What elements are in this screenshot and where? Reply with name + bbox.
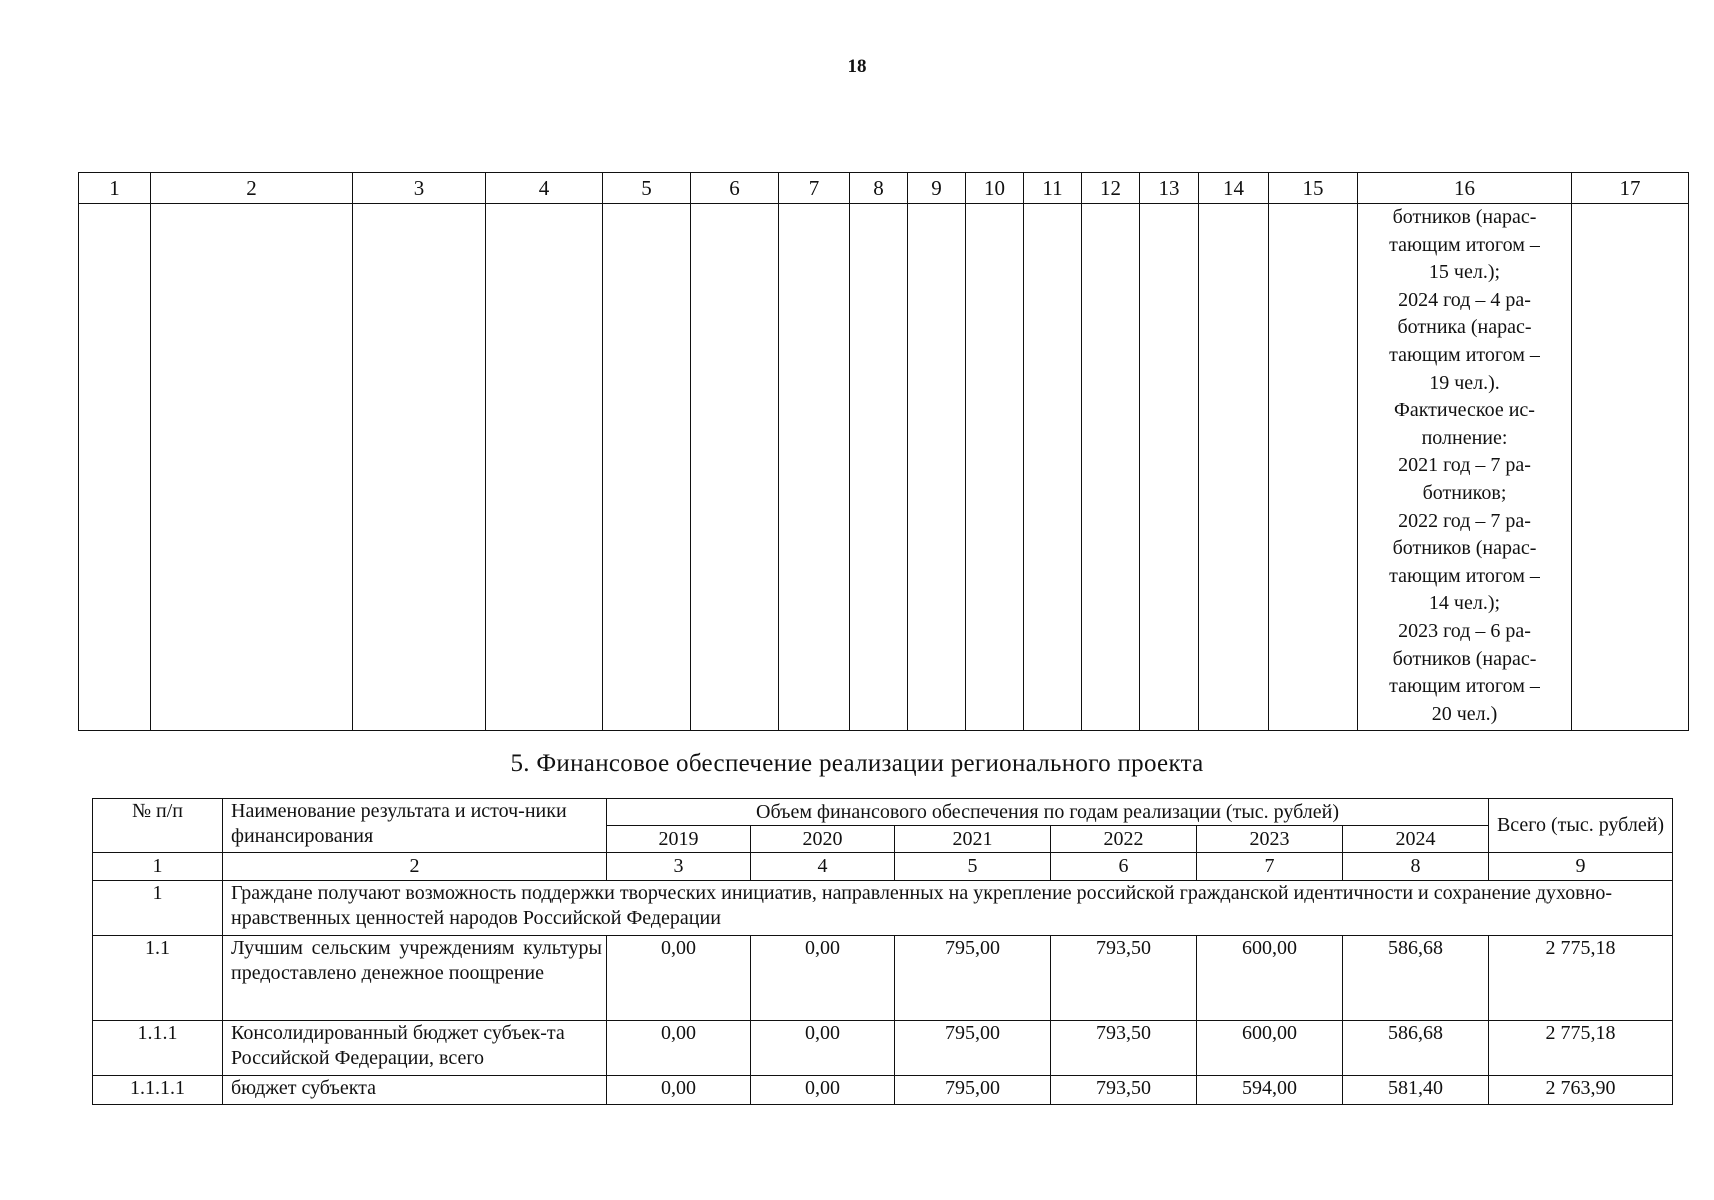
column-number: 3 [607, 853, 751, 881]
table-row [93, 936, 1673, 1021]
header-year: 2020 [751, 826, 895, 853]
header-year: 2019 [607, 826, 751, 853]
value-cell: 795,00 [895, 1021, 1051, 1076]
total-cell: 2 775,18 [1489, 1021, 1673, 1076]
table1-empty-cell [79, 204, 151, 731]
table1-col-number: 8 [850, 173, 908, 204]
value-cell: 594,00 [1197, 1076, 1343, 1105]
value-cell: 0,00 [751, 1076, 895, 1105]
financing-header-row [93, 799, 1673, 826]
row-name: Консолидированный бюджет субъек-та Российской Федерации, всего [223, 1021, 607, 1076]
note-line: Фактическое ис- [1394, 399, 1535, 422]
header-total: Всего (тыс. рублей) [1489, 799, 1673, 853]
value-cell: 600,00 [1197, 1021, 1343, 1076]
table1-col-number: 16 [1358, 173, 1572, 204]
table1-header-row [79, 173, 1689, 204]
header-volume: Объем финансового обеспечения по годам реализации (тыс. рублей) [607, 799, 1489, 826]
column-number: 4 [751, 853, 895, 881]
row-num: 1 [93, 881, 223, 936]
note-line: тающим итогом – [1389, 564, 1540, 587]
value-cell: 793,50 [1051, 1021, 1197, 1076]
note-line: тающим итогом – [1389, 675, 1540, 698]
table1-empty-cell [966, 204, 1024, 731]
table1-col-number: 10 [966, 173, 1024, 204]
table1-empty-cell [1024, 204, 1082, 731]
table1-empty-cell [1199, 204, 1269, 731]
table1-body-row [79, 204, 1689, 731]
column-number: 6 [1051, 853, 1197, 881]
row-num: 1.1.1.1 [93, 1076, 223, 1105]
table1-empty-cell [850, 204, 908, 731]
row-name: Лучшим сельским учреждениям культуры предоставлено денежное поощрение [223, 936, 607, 1021]
table1-empty-cell [1082, 204, 1140, 731]
value-cell: 0,00 [751, 936, 895, 1021]
table1-col-number: 1 [79, 173, 151, 204]
value-cell: 600,00 [1197, 936, 1343, 1021]
table1-empty-cell [486, 204, 603, 731]
header-year: 2024 [1343, 826, 1489, 853]
value-cell: 586,68 [1343, 1021, 1489, 1076]
value-cell: 0,00 [751, 1021, 895, 1076]
note-line: ботников (нарас- [1392, 647, 1537, 670]
table1-col-number: 14 [1199, 173, 1269, 204]
table1-empty-cell [603, 204, 691, 731]
note-line: 2024 год – 4 ра- [1398, 288, 1531, 311]
value-cell: 795,00 [895, 1076, 1051, 1105]
value-cell: 581,40 [1343, 1076, 1489, 1105]
header-year: 2021 [895, 826, 1051, 853]
note-line: 2021 год – 7 ра- [1398, 454, 1531, 477]
total-cell: 2 775,18 [1489, 936, 1673, 1021]
column-number: 5 [895, 853, 1051, 881]
column-number: 1 [93, 853, 223, 881]
table-row [93, 881, 1673, 936]
value-cell: 795,00 [895, 936, 1051, 1021]
header-name: Наименование результата и источ-ники финансирования [223, 799, 607, 853]
table1-empty-cell [353, 204, 486, 731]
column-number: 9 [1489, 853, 1673, 881]
header-num: № п/п [93, 799, 223, 853]
total-cell: 2 763,90 [1489, 1076, 1673, 1105]
note-line: 15 чел.); [1428, 261, 1501, 284]
row-name: бюджет субъекта [223, 1076, 607, 1105]
table1-empty-cell [1140, 204, 1199, 731]
value-cell: 793,50 [1051, 1076, 1197, 1105]
note-line: ботников (нарас- [1392, 206, 1537, 228]
page-number: 18 [847, 56, 867, 77]
table1-empty-cell [779, 204, 850, 731]
note-line: 14 чел.); [1428, 592, 1501, 615]
table1-col-number: 15 [1269, 173, 1358, 204]
note-line: 2023 год – 6 ра- [1398, 619, 1531, 642]
table1-col-number: 12 [1082, 173, 1140, 204]
table-row [93, 1076, 1673, 1105]
column-number: 7 [1197, 853, 1343, 881]
row-num: 1.1 [93, 936, 223, 1021]
note-line: ботника (нарас- [1397, 316, 1532, 339]
note-line: тающим итогом – [1389, 233, 1540, 256]
value-cell: 586,68 [1343, 936, 1489, 1021]
indicators-table-continuation [78, 172, 1689, 731]
note-line: полнение: [1421, 426, 1508, 449]
table1-empty-cell [151, 204, 353, 731]
table1-col-number: 6 [691, 173, 779, 204]
table1-col-number: 11 [1024, 173, 1082, 204]
table1-col16-note [1358, 204, 1572, 731]
table1-col-number: 9 [908, 173, 966, 204]
column-number: 2 [223, 853, 607, 881]
table1-col-number: 7 [779, 173, 850, 204]
result-name: Граждане получают возможность поддержки творческих инициатив, направленных на укрепление российской гражданской идентичности и сохранение духовно-нравственных ценностей народов Российской Федерации [223, 881, 1673, 936]
table-row [93, 1021, 1673, 1076]
table1-empty-cell [908, 204, 966, 731]
column-number: 8 [1343, 853, 1489, 881]
table1-col-number: 5 [603, 173, 691, 204]
note-line: 20 чел.) [1431, 702, 1498, 725]
section-title: 5. Финансовое обеспечение реализации регионального проекта [510, 750, 1204, 777]
note-line: ботников; [1422, 481, 1507, 504]
table1-empty-cell [691, 204, 779, 731]
table1-empty-cell [1269, 204, 1358, 731]
header-year: 2022 [1051, 826, 1197, 853]
financing-table [92, 798, 1673, 1105]
value-cell: 0,00 [607, 936, 751, 1021]
table1-empty-cell [1572, 204, 1689, 731]
header-year: 2023 [1197, 826, 1343, 853]
value-cell: 0,00 [607, 1076, 751, 1105]
table1-col-number: 4 [486, 173, 603, 204]
table1-col-number: 3 [353, 173, 486, 204]
value-cell: 793,50 [1051, 936, 1197, 1021]
value-cell: 0,00 [607, 1021, 751, 1076]
table1-col-number: 2 [151, 173, 353, 204]
note-line: 19 чел.). [1429, 371, 1500, 394]
column-numbers-row [93, 853, 1673, 881]
note-line: 2022 год – 7 ра- [1398, 509, 1531, 532]
note-line: ботников (нарас- [1392, 537, 1537, 560]
table1-col-number: 17 [1572, 173, 1689, 204]
table1-col-number: 13 [1140, 173, 1199, 204]
row-num: 1.1.1 [93, 1021, 223, 1076]
note-line: тающим итогом – [1389, 343, 1540, 366]
